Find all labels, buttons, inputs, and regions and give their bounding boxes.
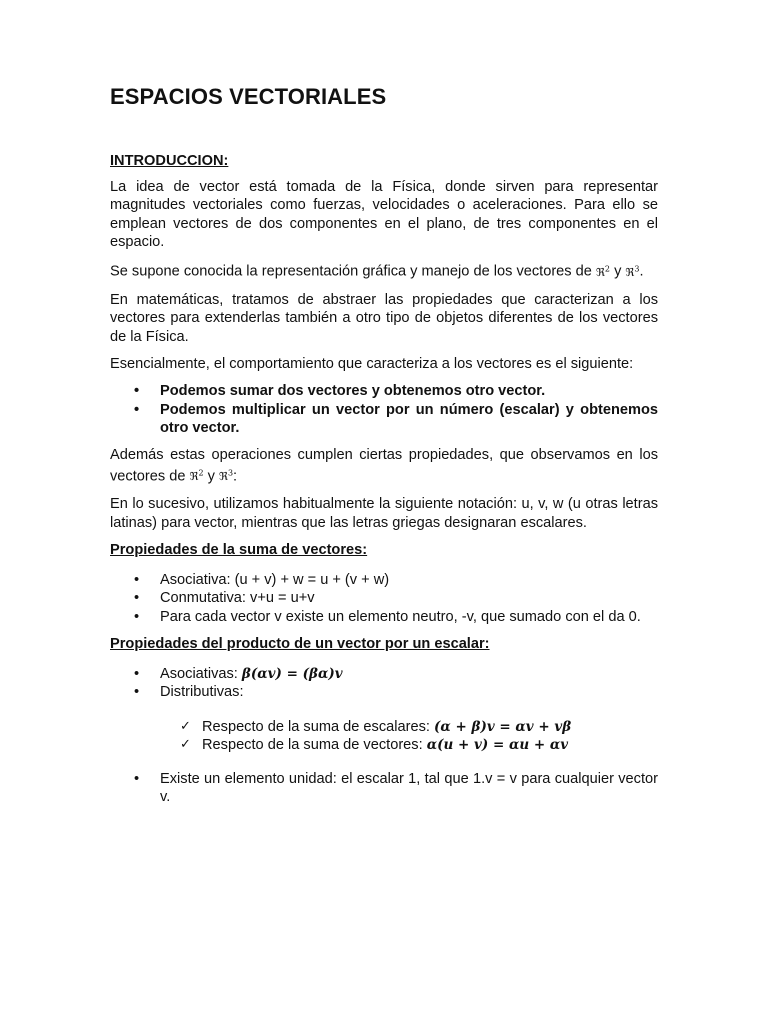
text-fragment: .: [639, 263, 644, 280]
behaviour-list: [110, 382, 658, 437]
sum-properties-list: [110, 571, 658, 626]
list-item: • Podemos multiplicar un vector por un número (escalar) y obtenemos otro vector.: [134, 401, 658, 436]
bullet-icon: •: [134, 608, 140, 625]
paragraph-notation: En lo sucesivo, utilizamos habitualmente la siguiente notación: u, v, w (u otras letras latinas) para vector, mientras que las letras griegas designaran escalares.: [110, 496, 658, 531]
text-fragment: y: [610, 263, 626, 280]
paragraph-abstraction: En matemáticas, tratamos de abstraer las propiedades que caracterizan a los vectores para extenderlas también a otro tipo de objetos diferentes de los vectores de la Física.: [110, 292, 658, 345]
list-item: ✓ Respecto de la suma de escalares: (α + β)v = αv + vβ: [180, 718, 572, 735]
text-fragment: Se supone conocida la representación gráfica y manejo de los vectores de: [110, 263, 596, 280]
paragraph-properties: Además estas operaciones cumplen ciertas propiedades, que observamos en los vectores de ℜ$^2$ y ℜ$^3$:: [110, 447, 658, 485]
unit-property-list: [110, 770, 658, 807]
list-item: • Asociativa: (u + v) + w = u + (v + w): [134, 572, 390, 589]
list-item: • Para cada vector v existe un elemento neutro, -v, que sumado con el da 0.: [134, 608, 641, 625]
checkmark-icon: ✓: [180, 736, 191, 752]
list-item: ✓ Respecto de la suma de vectores: α(u + v) = αu + αv: [180, 736, 569, 753]
associative-formula: β(αv) = (βα)v: [241, 665, 343, 682]
paragraph-behaviour: Esencialmente, el comportamiento que caracteriza a los vectores es el siguiente:: [110, 356, 634, 373]
math-r3: ℜ$^3$: [218, 468, 234, 484]
intro-heading: INTRODUCCION:: [110, 153, 229, 169]
bullet-icon: •: [134, 401, 140, 418]
distributive-vector-formula: α(u + v) = αu + αv: [426, 736, 569, 753]
list-item: • Distributivas:: [134, 684, 244, 701]
list-item: • Existe un elemento unidad: el escalar 1, tal que 1.v = v para cualquier vector v.: [134, 771, 658, 806]
product-properties-list: [110, 665, 658, 702]
distributive-list: [110, 718, 658, 755]
document-title: ESPACIOS VECTORIALES: [110, 84, 387, 109]
paragraph-representation: [110, 260, 658, 282]
list-item: • Conmutativa: v+u = u+v: [134, 590, 315, 607]
bullet-icon: •: [134, 590, 140, 607]
product-heading: Propiedades del producto de un vector por un escalar:: [110, 635, 490, 652]
bullet-icon: •: [134, 572, 140, 589]
bullet-icon: •: [134, 684, 140, 701]
bullet-icon: •: [134, 771, 140, 788]
distributive-scalar-formula: (α + β)v = αv + vβ: [434, 718, 572, 735]
math-r2: ℜ$^2$: [595, 264, 611, 279]
list-item: • Podemos sumar dos vectores y obtenemos otro vector.: [134, 383, 546, 400]
sum-heading: Propiedades de la suma de vectores:: [110, 542, 368, 559]
checkmark-icon: ✓: [180, 718, 191, 734]
math-r3: ℜ$^3$: [625, 264, 640, 279]
list-item: • Asociativas: β(αv) = (βα)v: [134, 665, 343, 682]
paragraph-intro: La idea de vector está tomada de la Física, donde sirven para representar magnitudes vectoriales como fuerzas, velocidades o aceleraciones. Para ello se emplean vectores de dos componentes en el plano, de tres componentes en el espacio.: [110, 179, 658, 250]
bullet-icon: •: [134, 383, 140, 400]
math-r2: ℜ$^2$: [189, 468, 204, 484]
bullet-icon: •: [134, 665, 140, 682]
